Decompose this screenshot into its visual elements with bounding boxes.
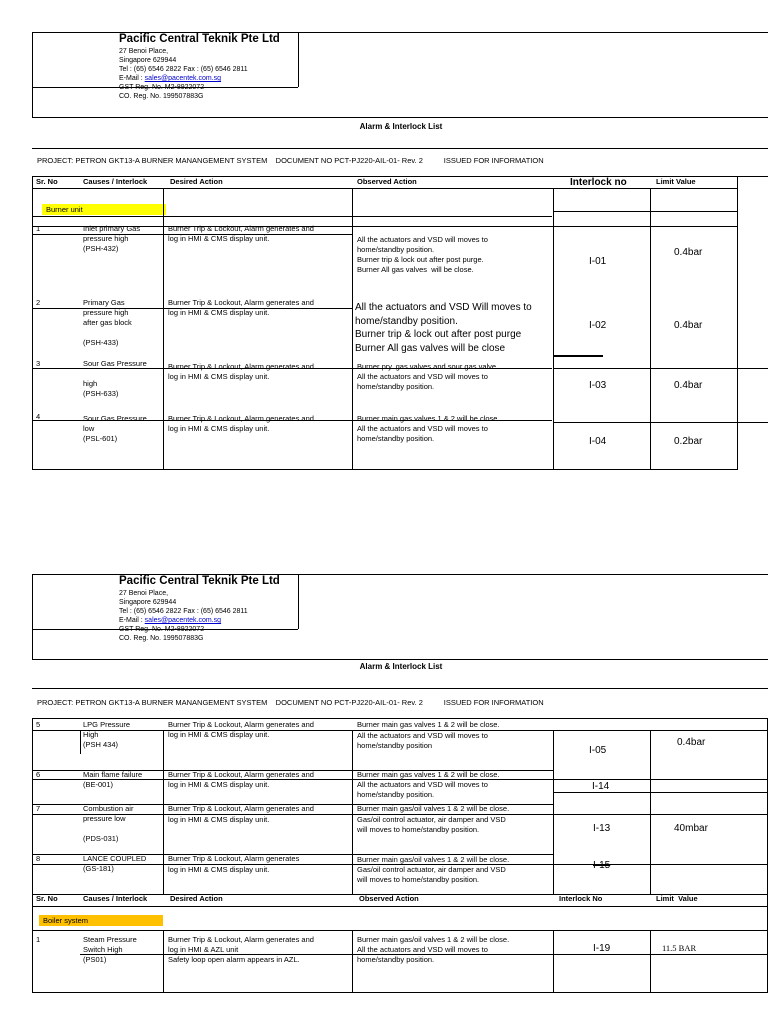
row-4-interlock: I-04 xyxy=(589,436,607,447)
row-5-interlock: I-05 xyxy=(589,745,607,756)
row-8-desired-1: Burner Trip & Lockout, Alarm generates xyxy=(168,854,300,863)
boiler-row-1-cause: Steam Pressure Switch High (PS01) xyxy=(83,935,137,964)
company-name: Pacific Central Teknik Pte Ltd xyxy=(119,33,280,45)
project-line: PROJECT: PETRON GKT13-A BURNER MANANGEMENT SYSTEM DOCUMENT NO PCT-PJ220-AIL-01- Rev. 2 ISSUED FOR INFORMATION xyxy=(37,156,544,165)
row-6-interlock: I-14 xyxy=(592,781,610,792)
row-5-limit: 0.4bar xyxy=(677,737,706,748)
row-1-cause: Inlet primary Gas pressure high (PSH-432) xyxy=(83,224,141,253)
boiler-row-1-desired-3: Safety loop open alarm appears in AZL. xyxy=(168,955,300,964)
row-3-cause: Sour Gas Pressure high (PSH-633) xyxy=(83,359,147,398)
row-1-interlock: I-01 xyxy=(589,256,607,267)
row-4-observed: All the actuators and VSD will moves to home/standby position. xyxy=(357,424,488,443)
row-7-observed: Gas/oil control actuator, air damper and VSD will moves to home/standby position. xyxy=(357,815,506,834)
col-cause-header-2: Causes / Interlock xyxy=(83,894,148,903)
row-3-sr: 3 xyxy=(36,359,41,368)
col-desired-header: Desired Action xyxy=(170,177,223,186)
col-sr-header: Sr. No xyxy=(36,177,58,186)
row-8-observed-0: Burner main gas/oil valves 1 & 2 will be close. xyxy=(357,855,510,864)
col-interlock-header-2: Interlock No xyxy=(559,894,603,903)
row-7-observed-0: Burner main gas/oil valves 1 & 2 will be close. xyxy=(357,804,510,813)
boiler-row-1-interlock: I-19 xyxy=(593,943,611,954)
row-1-desired-1: Burner Trip & Lockout, Alarm generates and xyxy=(168,224,314,233)
boiler-row-1-limit: 11.5 BAR xyxy=(662,943,697,953)
row-7-cause: Combustion air pressure low (PDS-031) xyxy=(83,804,134,843)
document-page-2 xyxy=(32,574,768,964)
row-5-desired-2: log in HMI & CMS display unit. xyxy=(168,730,270,739)
row-7-sr: 7 xyxy=(36,804,41,813)
row-3-interlock: I-03 xyxy=(589,380,607,391)
col-desired-header-2: Desired Action xyxy=(170,894,223,903)
row-6-desired-1: Burner Trip & Lockout, Alarm generates and xyxy=(168,770,314,779)
row-8-cause: LANCE COUPLED (GS-181) xyxy=(83,854,147,873)
col-cause-header: Causes / Interlock xyxy=(83,177,148,186)
row-5-sr: 5 xyxy=(36,720,41,729)
row-6-cause: Main flame failure (BE-001) xyxy=(83,770,143,789)
row-7-limit: 40mbar xyxy=(674,823,708,834)
col-observed-header: Observed Action xyxy=(357,177,417,186)
row-2-observed: All the actuators and VSD Will moves to home/standby position. Burner trip & lock out after post purge Burner All gas valves will be close xyxy=(355,302,532,354)
col-interlock-header: Interlock no xyxy=(570,177,627,188)
boiler-row-1-desired-1: Burner Trip & Lockout, Alarm generates and xyxy=(168,935,314,944)
row-3-desired-1: Burner Trip & Lockout, Alarm generates and xyxy=(168,362,314,371)
row-4-desired-1: Burner Trip & Lockout, Alarm generates and xyxy=(168,414,314,423)
company-name-2: Pacific Central Teknik Pte Ltd xyxy=(119,575,280,587)
company-address: 27 Benoi Place, Singapore 629944 Tel : (65) 6546 2822 Fax : (65) 6546 2811 E-Mail : sales@pacentek.com.sg GST Reg. No. M2-8922072 CO. Reg. No. 199507883G xyxy=(119,48,248,100)
document-title: Alarm & Interlock List xyxy=(359,122,443,131)
boiler-row-1-observed: All the actuators and VSD will moves to home/standby position. xyxy=(357,945,488,964)
row-7-desired-1: Burner Trip & Lockout, Alarm generates and xyxy=(168,804,314,813)
email-link[interactable]: sales@pacentek.com.sg xyxy=(144,75,222,82)
section-boiler-system: Boiler system xyxy=(39,915,163,926)
row-1-limit: 0.4bar xyxy=(674,247,703,258)
row-3-desired-2: log in HMI & CMS display unit. xyxy=(168,372,270,381)
row-1-sr: 1 xyxy=(36,224,41,233)
row-4-sr: 4 xyxy=(36,412,41,421)
row-8-observed: Gas/oil control actuator, air damper and VSD will moves to home/standby position. xyxy=(357,865,506,884)
col-sr-header-2: Sr. No xyxy=(36,894,58,903)
row-5-observed-0: Burner main gas valves 1 & 2 will be close. xyxy=(357,720,500,729)
boiler-row-1-observed-0: Burner main gas/oil valves 1 & 2 will be close. xyxy=(357,935,510,944)
row-3-limit: 0.4bar xyxy=(674,380,703,391)
row-2-interlock: I-02 xyxy=(589,320,607,331)
row-5-desired-1: Burner Trip & Lockout, Alarm generates and xyxy=(168,720,314,729)
letterhead-2 xyxy=(32,574,768,671)
row-5-cause: LPG Pressure High (PSH 434) xyxy=(83,720,131,749)
email-link-2[interactable]: sales@pacentek.com.sg xyxy=(144,617,222,624)
row-4-desired-2: log in HMI & CMS display unit. xyxy=(168,424,270,433)
row-3-observed: All the actuators and VSD will moves to home/standby position. xyxy=(357,372,488,391)
project-line-2: PROJECT: PETRON GKT13-A BURNER MANANGEMENT SYSTEM DOCUMENT NO PCT-PJ220-AIL-01- Rev. 2 ISSUED FOR INFORMATION xyxy=(37,698,544,707)
row-2-cause: Primary Gas pressure high after gas block (PSH-433) xyxy=(83,298,132,347)
row-7-interlock: I-13 xyxy=(593,823,611,834)
document-title-2: Alarm & Interlock List xyxy=(359,662,443,671)
row-2-limit: 0.4bar xyxy=(674,320,703,331)
row-6-observed: All the actuators and VSD will moves to home/standby position. xyxy=(357,780,488,799)
section-burner-unit: Burner unit xyxy=(42,204,166,215)
col-limit-header: Limit Value xyxy=(656,177,696,186)
row-4-observed-0: Burner main gas valves 1 & 2 will be close. xyxy=(357,414,500,423)
row-8-sr: 8 xyxy=(36,854,41,863)
boiler-row-1-sr: 1 xyxy=(36,935,41,944)
row-2-desired-2: log in HMI & CMS display unit. xyxy=(168,308,270,317)
row-2-desired-1: Burner Trip & Lockout, Alarm generates and xyxy=(168,298,314,307)
row-1-desired-2: log in HMI & CMS display unit. xyxy=(168,234,270,243)
letterhead xyxy=(32,32,768,131)
row-5-observed: All the actuators and VSD will moves to home/standby position xyxy=(357,731,488,750)
row-6-desired-2: log in HMI & CMS display unit. xyxy=(168,780,270,789)
row-6-sr: 6 xyxy=(36,770,41,779)
document-page-1 xyxy=(32,32,768,447)
row-1-observed: All the actuators and VSD will moves to home/standby position. Burner trip & lock out after post purge. Burner All gas valves will be close. xyxy=(357,235,488,274)
row-8-desired-2: log in HMI & CMS display unit. xyxy=(168,865,270,874)
row-3-observed-0: Burner pry. gas valves and sour gas valve xyxy=(357,362,497,371)
row-8-interlock: I-15 xyxy=(593,860,611,871)
row-6-observed-0: Burner main gas valves 1 & 2 will be close. xyxy=(357,770,500,779)
col-observed-header-2: Observed Action xyxy=(359,894,419,903)
row-4-limit: 0.2bar xyxy=(674,436,703,447)
row-4-cause: Sour Gas Pressure low (PSL-601) xyxy=(83,414,147,443)
row-7-desired-2: log in HMI & CMS display unit. xyxy=(168,815,270,824)
company-address-2: 27 Benoi Place, Singapore 629944 Tel : (65) 6546 2822 Fax : (65) 6546 2811 E-Mail : sales@pacentek.com.sg GST Reg. No. M2-8922072 CO. Reg. No. 199507883G xyxy=(119,590,248,642)
boiler-row-1-desired-2: log in HMI & AZL unit xyxy=(168,945,239,954)
row-2-sr: 2 xyxy=(36,298,41,307)
col-limit-header-2: Limit Value xyxy=(656,894,698,903)
